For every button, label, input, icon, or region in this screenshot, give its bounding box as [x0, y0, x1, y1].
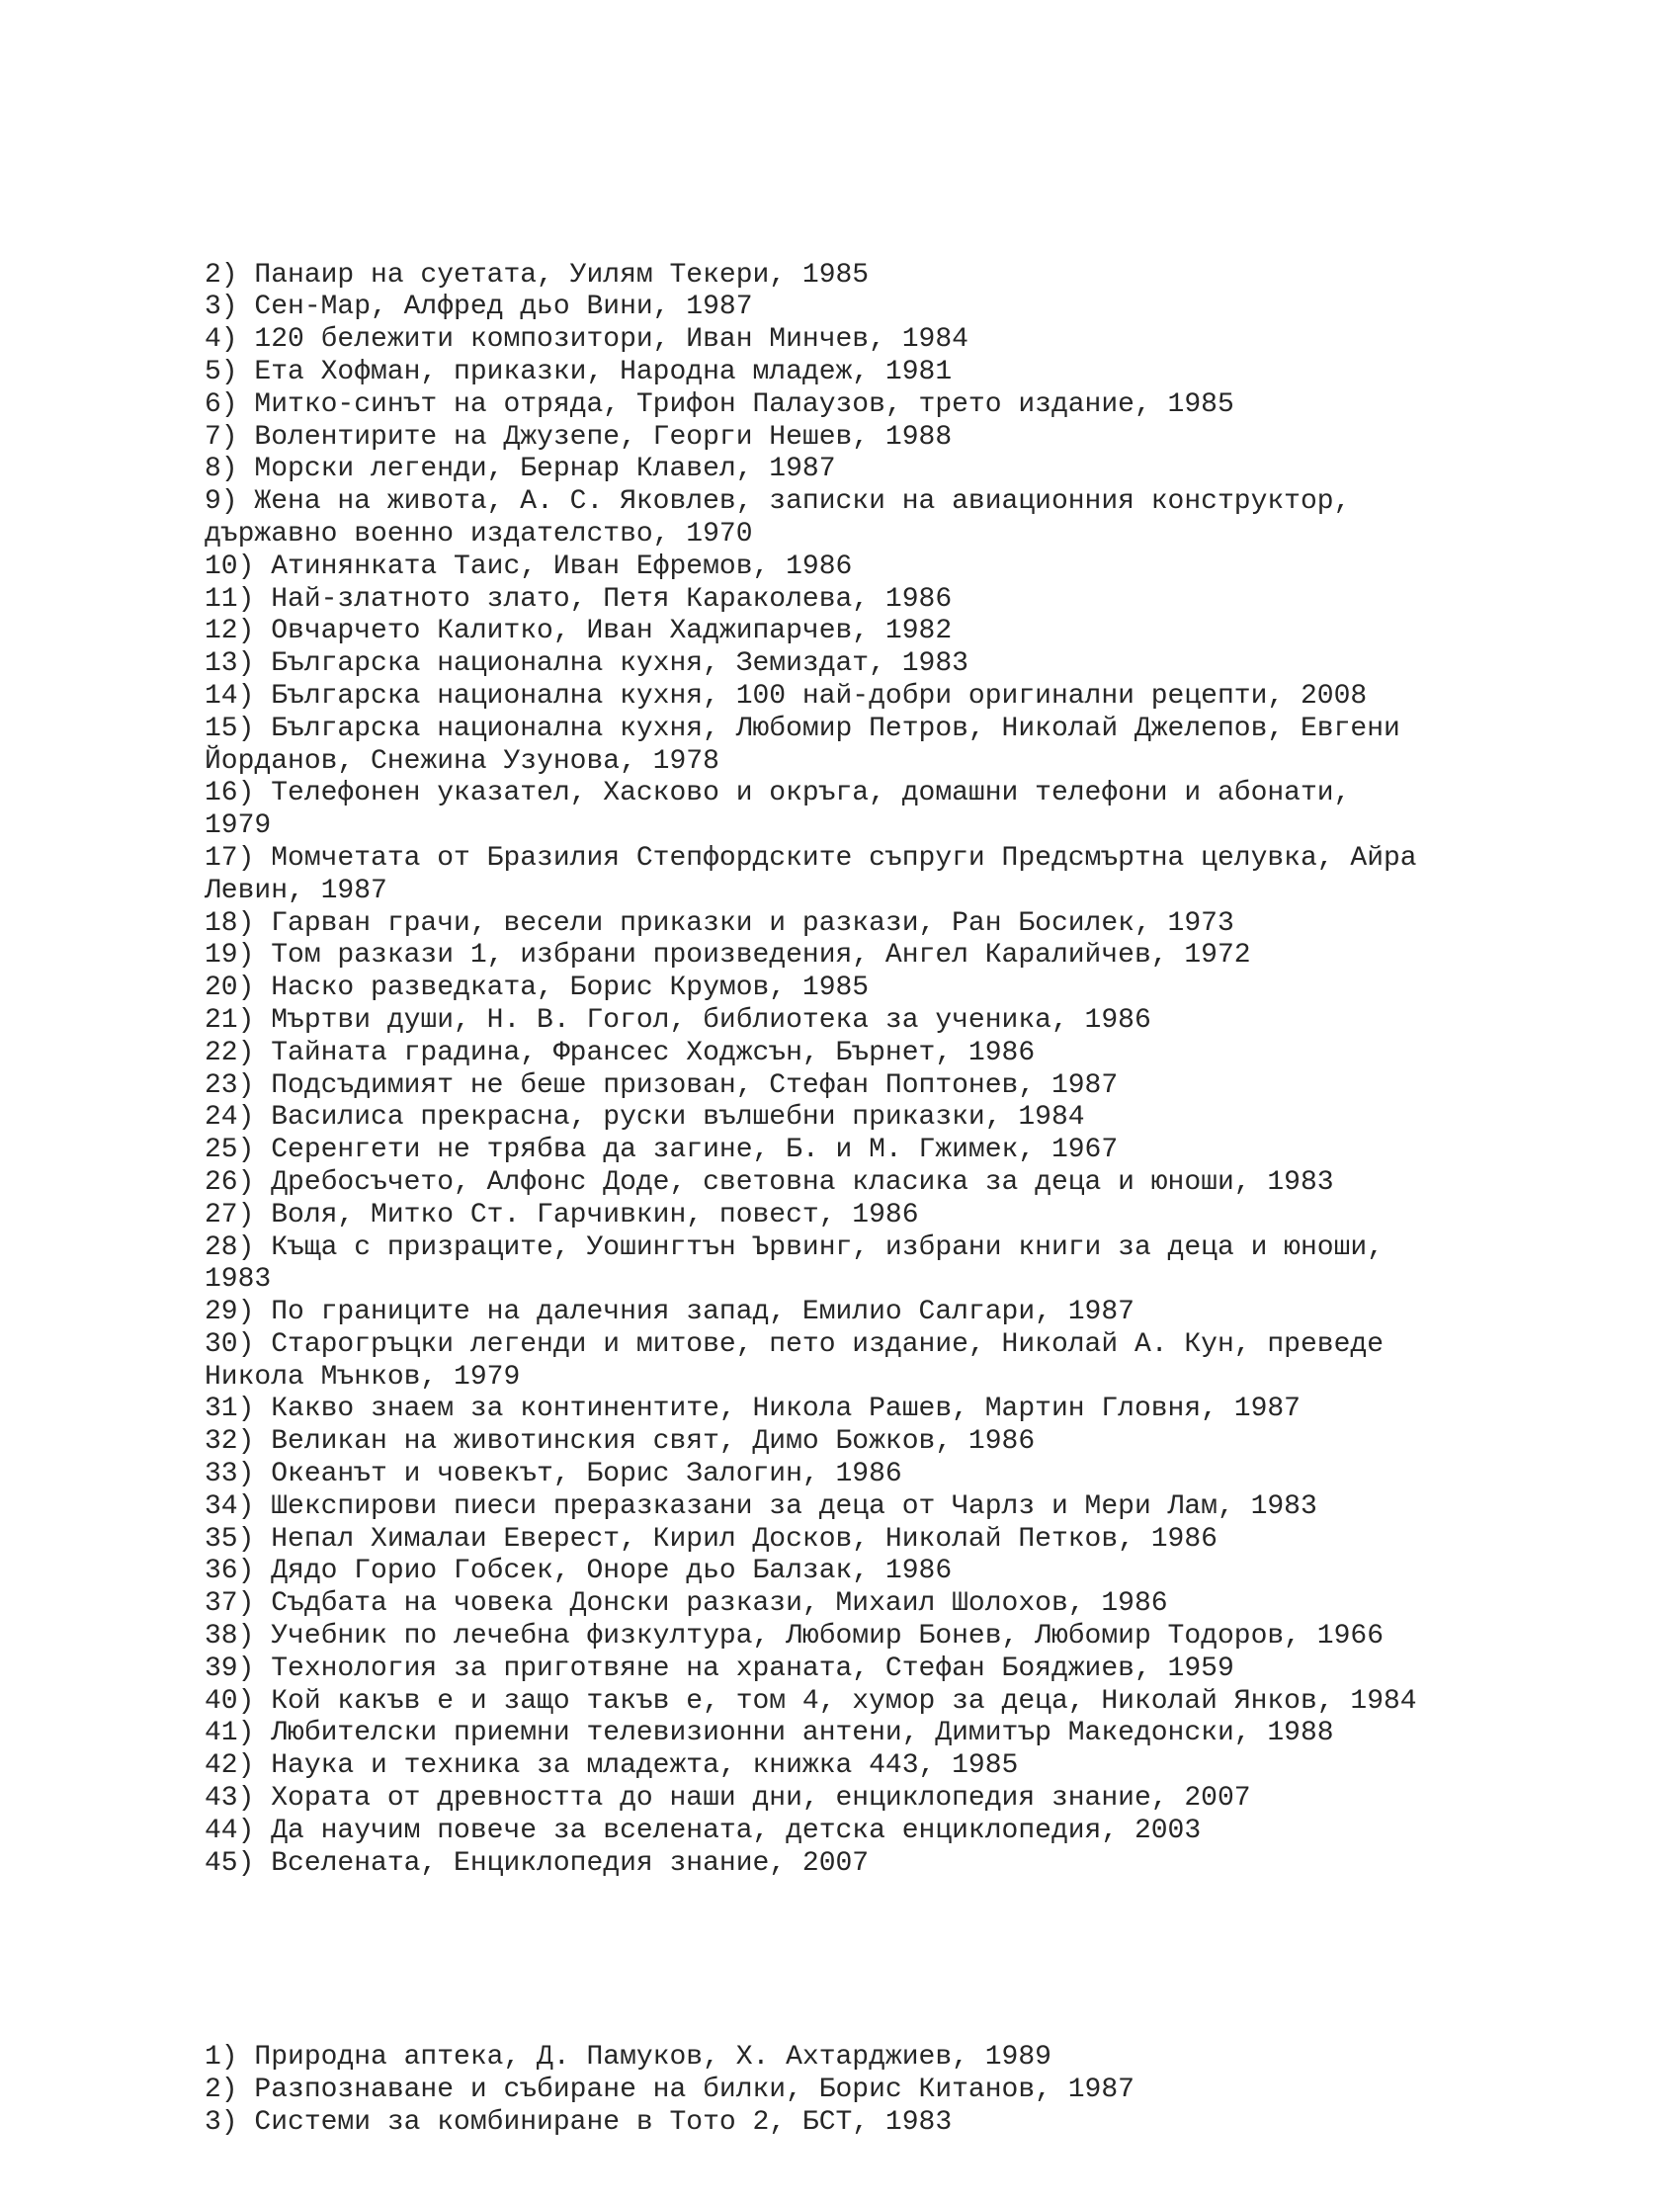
list-line: 28) Къща с призраците, Уошингтън Ървинг, избрани книги за деца и юноши,: [205, 1231, 1384, 1263]
list-line: 3) Сен-Мар, Алфред дьо Вини, 1987: [205, 292, 753, 323]
list-line: 39) Технология за приготвяне на храната, Стефан Бояджиев, 1959: [205, 1653, 1234, 1684]
list-line: 4) 120 бележити композитори, Иван Минчев, 1984: [205, 324, 968, 356]
list-line: 16) Телефонен указател, Хасково и окръга, домашни телефони и абонати,: [205, 778, 1351, 809]
list-line: 22) Тайната градина, Франсес Ходжсън, Бърнет, 1986: [205, 1037, 1036, 1068]
list-line: 12) Овчарчето Калитко, Иван Хаджипарчев, 1982: [205, 616, 953, 647]
list-line: 32) Великан на животинския свят, Димо Божков, 1986: [205, 1426, 1036, 1458]
list-line: 21) Мъртви души, Н. В. Гогол, библиотека за ученика, 1986: [205, 1004, 1151, 1036]
list-line: 8) Морски легенди, Бернар Клавел, 1987: [205, 454, 836, 485]
list-line: 42) Наука и техника за младежта, книжка 443, 1985: [205, 1750, 1019, 1782]
list-line: 43) Хората от древността до наши дни, енциклопедия знание, 2007: [205, 1783, 1251, 1815]
list-line: 31) Какво знаем за континентите, Никола Рашев, Мартин Гловня, 1987: [205, 1394, 1301, 1425]
list-line: 24) Василиса прекрасна, руски вълшебни приказки, 1984: [205, 1102, 1085, 1134]
list-line: 18) Гарван грачи, весели приказки и разкази, Ран Босилек, 1973: [205, 907, 1234, 939]
list-line: 29) По границите на далечния запад, Емилио Салгари, 1987: [205, 1297, 1134, 1328]
list-line: 44) Да научим повече за вселената, детска енциклопедия, 2003: [205, 1815, 1202, 1846]
list-line: 23) Подсъдимият не беше призован, Стефан Поптонев, 1987: [205, 1069, 1119, 1101]
list-line: 15) Българска национална кухня, Любомир Петров, Николай Джелепов, Евгени: [205, 713, 1400, 744]
list-line: 37) Съдбата на човека Донски разкази, Михаил Шолохов, 1986: [205, 1588, 1168, 1620]
list-line: 2) Разпознаване и събиране на билки, Борис Китанов, 1987: [205, 2075, 1134, 2106]
list-line: 26) Дребосъчето, Алфонс Доде, световна класика за деца и юноши, 1983: [205, 1166, 1334, 1198]
list-line: 30) Старогръцки легенди и митове, пето издание, Николай А. Кун, преведе: [205, 1328, 1384, 1360]
list-line: 38) Учебник по лечебна физкултура, Любомир Бонев, Любомир Тодоров, 1966: [205, 1621, 1384, 1653]
list-line: 19) Том разкази 1, избрани произведения, Ангел Каралийчев, 1972: [205, 940, 1251, 972]
list-line: 11) Най-златното злато, Петя Караколева, 1986: [205, 583, 953, 615]
list-line: държавно военно издателство, 1970: [205, 518, 753, 550]
list-line: 14) Българска национална кухня, 100 най-добри оригинални рецепти, 2008: [205, 680, 1368, 712]
book-list-1: [205, 260, 1489, 1881]
list-line: 3) Системи за комбиниране в Тото 2, БСТ, 1983: [205, 2107, 953, 2139]
list-line: 36) Дядо Горио Гобсек, Оноре дьо Балзак, 1986: [205, 1556, 953, 1587]
list-line: 34) Шекспирови пиеси преразказани за деца от Чарлз и Мери Лам, 1983: [205, 1490, 1317, 1522]
list-line: 10) Атинянката Таис, Иван Ефремов, 1986: [205, 551, 853, 582]
list-line: 40) Кой какъв е и защо такъв е, том 4, хумор за деца, Николай Янков, 1984: [205, 1685, 1417, 1717]
list-line: 25) Серенгети не трябва да загине, Б. и М. Гжимек, 1967: [205, 1135, 1119, 1166]
list-line: 6) Митко-синът на отряда, Трифон Палаузов, трето издание, 1985: [205, 388, 1234, 420]
list-line: 1983: [205, 1264, 272, 1296]
book-list-2: [205, 2042, 1489, 2139]
list-line: 20) Наско разведката, Борис Крумов, 1985: [205, 973, 870, 1004]
list-line: Йорданов, Снежина Узунова, 1978: [205, 745, 719, 777]
list-line: 45) Вселената, Енциклопедия знание, 2007: [205, 1847, 870, 1879]
list-line: 33) Океанът и човекът, Борис Залогин, 1986: [205, 1459, 902, 1490]
list-line: 35) Непал Хималаи Еверест, Кирил Досков, Николай Петков, 1986: [205, 1523, 1218, 1555]
list-line: 41) Любителски приемни телевизионни антени, Димитър Македонски, 1988: [205, 1718, 1334, 1749]
list-line: 17) Момчетата от Бразилия Степфордските съпруги Предсмъртна целувка, Айра: [205, 842, 1417, 874]
list-line: 1) Природна аптека, Д. Памуков, Х. Ахтарджиев, 1989: [205, 2042, 1051, 2074]
list-line: 27) Воля, Митко Ст. Гарчивкин, повест, 1986: [205, 1199, 919, 1230]
list-line: Никола Мънков, 1979: [205, 1361, 521, 1393]
list-line: 7) Волентирите на Джузепе, Георги Нешев, 1988: [205, 421, 953, 453]
list-line: 2) Панаир на суетата, Уилям Текери, 1985: [205, 259, 870, 291]
document-text: [205, 195, 1489, 2204]
list-line: 13) Българска национална кухня, Земиздат, 1983: [205, 648, 968, 680]
list-line: 9) Жена на живота, А. С. Яковлев, записки на авиационния конструктор,: [205, 486, 1351, 518]
paragraph-gap: [205, 1945, 1489, 1978]
list-line: 5) Ета Хофман, приказки, Народна младеж, 1981: [205, 356, 953, 387]
list-line: 1979: [205, 810, 272, 842]
list-line: Левин, 1987: [205, 875, 387, 906]
